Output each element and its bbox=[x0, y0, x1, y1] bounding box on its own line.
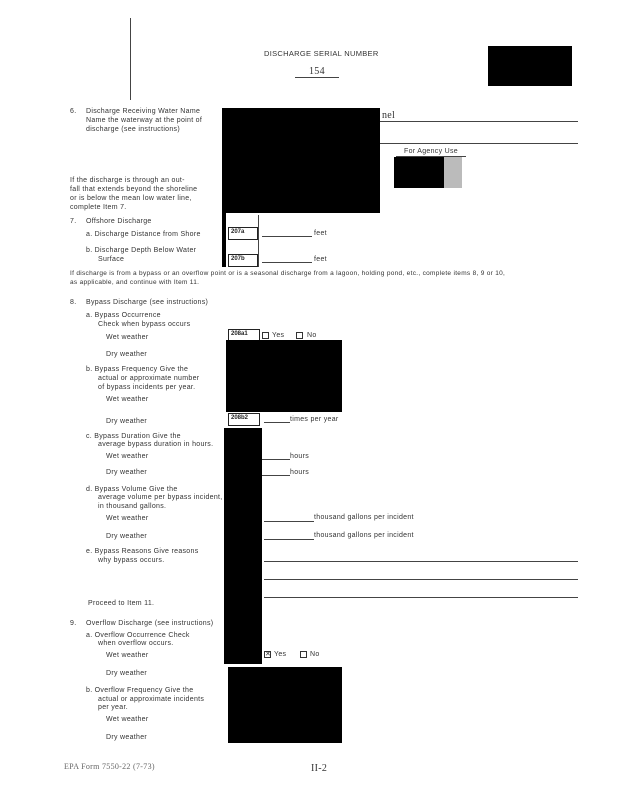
item9-b2: actual or approximate incidents bbox=[98, 696, 205, 703]
item8-a-code: 208a1 bbox=[228, 329, 260, 342]
item8-d1: d. Bypass Volume Give the bbox=[86, 486, 178, 493]
item7-a-label: a. Discharge Distance from Shore bbox=[86, 231, 201, 238]
receiving-water-line-2 bbox=[380, 143, 578, 144]
item8-c-dry: Dry weather bbox=[106, 469, 148, 476]
redaction-bypass-column bbox=[224, 428, 262, 664]
item8-c1: c. Bypass Duration Give the bbox=[86, 433, 181, 440]
item7-b-label1: b. Discharge Depth Below Water bbox=[86, 247, 197, 254]
item8-d-dry-field[interactable] bbox=[264, 539, 314, 540]
item9-b1: b. Overflow Frequency Give the bbox=[86, 687, 194, 694]
item8-a-no-checkbox[interactable] bbox=[296, 332, 303, 339]
redaction-agency bbox=[394, 157, 444, 188]
item6-note2: fall that extends beyond the shoreline bbox=[70, 186, 198, 193]
item8-c-unit2: hours bbox=[290, 469, 310, 476]
item8-e-line-3[interactable] bbox=[264, 597, 578, 598]
item8-d-unit1: thousand gallons per incident bbox=[314, 514, 414, 521]
item8-a2: Check when bypass occurs bbox=[98, 321, 191, 328]
item8-c-wet: Wet weather bbox=[106, 453, 149, 460]
item8-d-wet-field[interactable] bbox=[264, 521, 314, 522]
item9-b-wet: Wet weather bbox=[106, 716, 149, 723]
item8-a1: a. Bypass Occurrence bbox=[86, 312, 161, 319]
item8-d3: in thousand gallons. bbox=[98, 503, 167, 510]
item8-a-wet: Wet weather bbox=[106, 334, 149, 341]
item9-a-no-checkbox[interactable] bbox=[300, 651, 307, 658]
redaction-receiving-water bbox=[222, 108, 380, 213]
item8-a-yes-checkbox[interactable] bbox=[262, 332, 269, 339]
for-agency-use: For Agency Use bbox=[404, 148, 458, 155]
item9-a-dry: Dry weather bbox=[106, 670, 148, 677]
item8-b-code: 208b2 bbox=[228, 413, 260, 426]
item8-number: 8. bbox=[70, 299, 77, 306]
item8-d-unit2: thousand gallons per incident bbox=[314, 532, 414, 539]
item7-a-code: 207a bbox=[228, 227, 258, 240]
item8-a-dry: Dry weather bbox=[106, 351, 148, 358]
serial-value: 154 bbox=[309, 66, 325, 77]
item8-a-no: No bbox=[307, 332, 317, 339]
item7-b-unit: feet bbox=[314, 256, 327, 263]
item9-a-yes: Yes bbox=[274, 651, 287, 658]
margin-mark bbox=[130, 18, 131, 100]
item9-number: 9. bbox=[70, 620, 77, 627]
item8-b-wet: Wet weather bbox=[106, 396, 149, 403]
item8-d-wet: Wet weather bbox=[106, 515, 149, 522]
item7-number: 7. bbox=[70, 218, 77, 225]
item6-note3: or is below the mean low water line, bbox=[70, 195, 192, 202]
item7-title: Offshore Discharge bbox=[86, 218, 152, 225]
item9-a-no: No bbox=[310, 651, 320, 658]
item8-b-field[interactable] bbox=[264, 422, 290, 423]
page-number: II-2 bbox=[311, 763, 328, 774]
item7-a-unit: feet bbox=[314, 230, 327, 237]
item8-b3: of bypass incidents per year. bbox=[98, 384, 196, 391]
receiving-water-line-1 bbox=[380, 121, 578, 122]
item7-divider bbox=[258, 215, 259, 267]
item8-title: Bypass Discharge (see instructions) bbox=[86, 299, 209, 306]
item7-a-field[interactable] bbox=[262, 236, 312, 237]
redaction-overflow bbox=[228, 667, 342, 743]
item8-c-wet-field[interactable] bbox=[262, 459, 290, 460]
item9-a2: when overflow occurs. bbox=[98, 640, 174, 647]
item8-e-line-2[interactable] bbox=[264, 579, 578, 580]
item7-b-field[interactable] bbox=[262, 262, 312, 263]
item8-c2: average bypass duration in hours. bbox=[98, 441, 214, 448]
instruction-line2: as applicable, and continue with Item 11. bbox=[70, 279, 200, 286]
item9-b-dry: Dry weather bbox=[106, 734, 148, 741]
item9-a-wet: Wet weather bbox=[106, 652, 149, 659]
item9-title: Overflow Discharge (see instructions) bbox=[86, 620, 214, 627]
item9-a-yes-checkbox[interactable]: ✕ bbox=[265, 651, 271, 658]
item6-line2: Name the waterway at the point of bbox=[86, 117, 203, 124]
item8-b1: b. Bypass Frequency Give the bbox=[86, 366, 189, 373]
item8-b-dry: Dry weather bbox=[106, 418, 148, 425]
item8-a-yes: Yes bbox=[272, 332, 285, 339]
item7-b-label2: Surface bbox=[98, 256, 125, 263]
item9-a1: a. Overflow Occurrence Check bbox=[86, 632, 190, 639]
item6-line3: discharge (see instructions) bbox=[86, 126, 180, 133]
instruction-line1: If discharge is from a bypass or an overflow point or is a seasonal discharge from a lagoon, holding pond, etc., complete items 8, 9 or 10, bbox=[70, 270, 506, 277]
item8-d2: average volume per bypass incident, bbox=[98, 494, 223, 501]
item8-d-dry: Dry weather bbox=[106, 533, 148, 540]
item6-line1: Discharge Receiving Water Name bbox=[86, 108, 201, 115]
item6-number: 6. bbox=[70, 108, 77, 115]
item8-c-dry-field[interactable] bbox=[262, 475, 290, 476]
item8-b-unit: times per year bbox=[290, 416, 339, 423]
redaction-bypass-occurrence bbox=[226, 340, 342, 412]
item6-note4: complete Item 7. bbox=[70, 204, 127, 211]
receiving-water-partial: nel bbox=[382, 110, 396, 121]
item9-b3: per year. bbox=[98, 704, 128, 711]
form-number: EPA Form 7550-22 (7-73) bbox=[64, 762, 155, 771]
serial-label: DISCHARGE SERIAL NUMBER bbox=[264, 49, 379, 58]
item8-e-line-1[interactable] bbox=[264, 561, 578, 562]
item8-e1: e. Bypass Reasons Give reasons bbox=[86, 548, 199, 555]
serial-underline bbox=[295, 77, 339, 78]
item8-c-unit1: hours bbox=[290, 453, 310, 460]
item7-b-code: 207b bbox=[228, 254, 258, 267]
agency-box-shade bbox=[444, 157, 462, 188]
redaction-item7 bbox=[222, 213, 226, 267]
item8-e2: why bypass occurs. bbox=[98, 557, 165, 564]
item8-proceed: Proceed to Item 11. bbox=[88, 600, 155, 607]
item6-note1: If the discharge is through an out- bbox=[70, 177, 185, 184]
redaction-top-right bbox=[488, 46, 572, 86]
item8-b2: actual or approximate number bbox=[98, 375, 200, 382]
